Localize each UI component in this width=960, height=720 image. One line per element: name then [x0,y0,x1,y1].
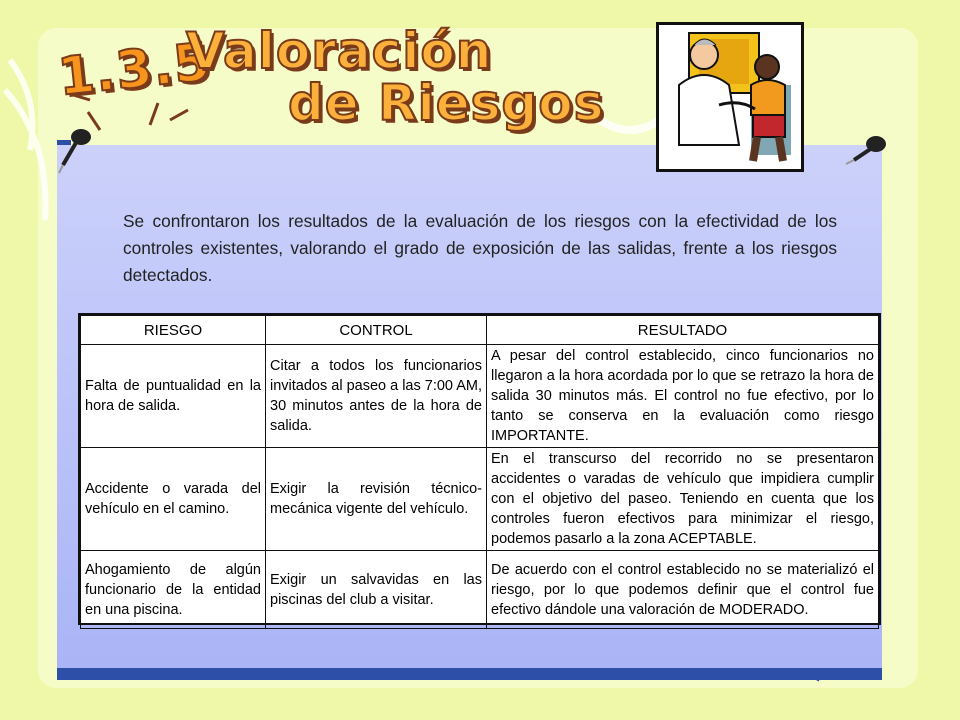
doctor-patient-clipart-icon [656,22,804,172]
cell-control: Citar a todos los funcionarios invitados al paseo a las 7:00 AM, 30 minutos antes de la hora de salida. [266,345,487,448]
board-shadow-bottom [57,668,882,680]
risk-assessment-table [80,315,879,629]
table-row [81,448,879,551]
header-riesgo: RIESGO [81,316,266,345]
risk-table-container [78,313,881,625]
cell-resultado: De acuerdo con el control establecido no se materializó el riesgo, por lo que podemos definir que el control fue efectivo dándole una valoración de MODERADO. [487,551,879,629]
cell-riesgo: Accidente o varada del vehículo en el camino. [81,448,266,551]
header-control: CONTROL [266,316,487,345]
cell-riesgo: Ahogamiento de algún funcionario de la entidad en una piscina. [81,551,266,629]
title-line-1: Valoración [186,22,493,80]
cell-control: Exigir la revisión técnico-mecánica vigente del vehículo. [266,448,487,551]
section-number: 1.3.5 [55,32,214,108]
table-row [81,345,879,448]
table-header-row [81,316,879,345]
table-row [81,551,879,629]
push-pin-icon [55,125,95,175]
cell-control: Exigir un salvavidas en las piscinas del club a visitar. [266,551,487,629]
title-line-2: de Riesgos [288,74,605,132]
header-resultado: RESULTADO [487,316,879,345]
intro-paragraph: Se confrontaron los resultados de la evaluación de los riesgos con la efectividad de los controles existentes, valorando el grado de exposición de las salidas, frente a los riesgos detectados. [123,211,837,285]
cell-resultado: En el transcurso del recorrido no se presentaron accidentes o varadas de vehículo que impidiera cumplir con el objetivo del paseo. Teniendo en cuenta que los controles fueron efectivos para minimizar el riesgo, podemos pasarlo a la zona ACEPTABLE. [487,448,879,551]
cell-riesgo: Falta de puntualidad en la hora de salida. [81,345,266,448]
cell-resultado: A pesar del control establecido, cinco funcionarios no llegaron a la hora acordada por lo que se retrazo la hora de salida 30 minutos más. El control no fue efectivo, por lo tanto se conserva en la evaluación como riesgo IMPORTANTE. [487,345,879,448]
push-pin-icon [838,130,888,180]
